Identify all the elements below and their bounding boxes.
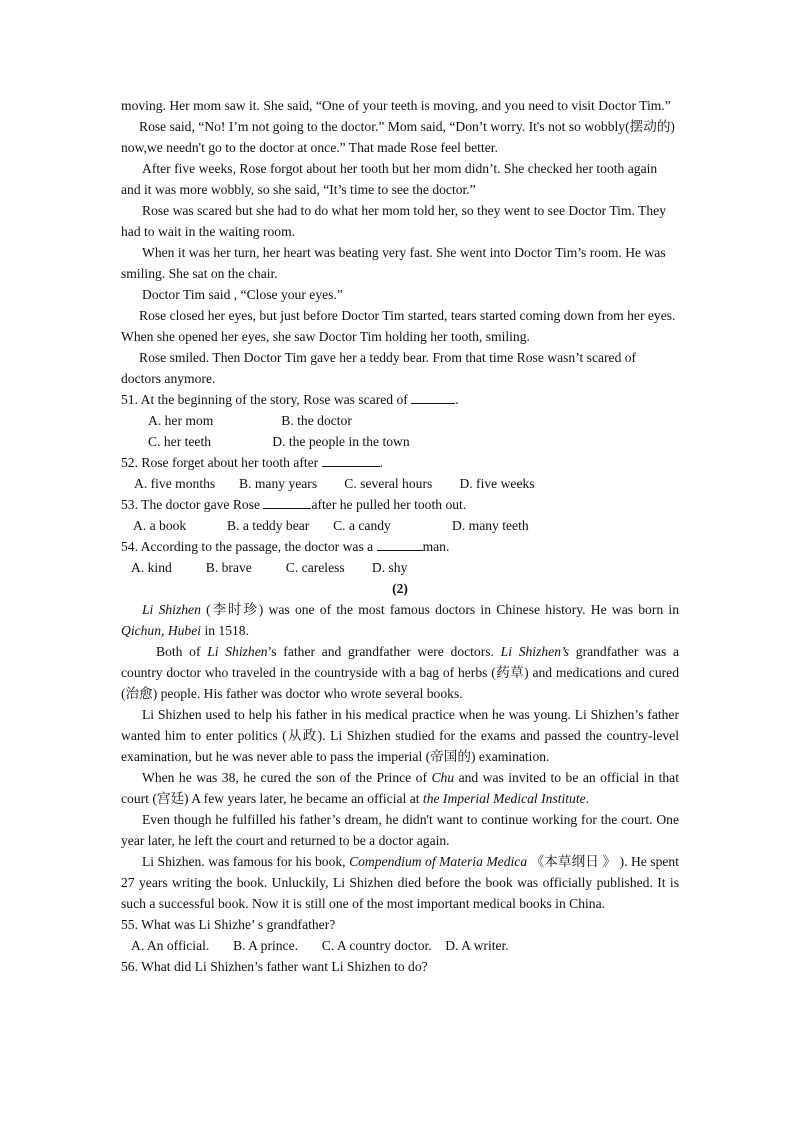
answer-blank <box>322 453 380 467</box>
passage2-paragraph <box>121 641 679 704</box>
passage1-paragraph: moving. Her mom saw it. She said, “One of your teeth is moving, and you need to visit Doctor Tim.” <box>121 98 671 113</box>
passage2-paragraph <box>121 851 679 914</box>
question-51 <box>121 389 679 410</box>
question-stem-end: man. <box>422 539 450 554</box>
passage1-paragraph: After five weeks, Rose forgot about her tooth but her mom didn’t. She checked her tooth again and it was more wobbly, so she said, “It’s time to see the doctor.” <box>121 161 658 197</box>
section-heading: (2) <box>392 581 408 596</box>
question-stem: 51. At the beginning of the story, Rose was scared of <box>121 392 412 407</box>
question-56: 56. What did Li Shizhen’s father want Li Shizhen to do? <box>121 959 428 974</box>
text-run: in 1518. <box>201 623 250 638</box>
question-options: A. kind B. brave C. careless D. shy <box>131 560 408 575</box>
place-name: Chu <box>431 770 455 785</box>
text-run: Li Shizhen. was famous for his book, <box>142 854 350 869</box>
passage2-paragraph <box>121 599 679 641</box>
text-run: and was invited to be an official in that court (宫廷) A few years later, he became an official at <box>121 770 679 806</box>
passage1-paragraph: When it was her turn, her heart was beating very fast. She went into Doctor Tim’s room. He was smiling. She sat on the chair. <box>121 245 666 281</box>
question-55: 55. What was Li Shizhe’ s grandfather? <box>121 917 336 932</box>
question-stem: 54. According to the passage, the doctor was a <box>121 539 377 554</box>
passage1-paragraph: Rose said, “No! I’m not going to the doctor.” Mom said, “Don’t worry. It's not so wobbly(摆动的) now,we needn't go to the doctor at once.” That made Rose feel better. <box>121 119 675 155</box>
answer-blank <box>377 537 423 551</box>
document-page <box>121 95 679 977</box>
passage1-paragraph: Rose smiled. Then Doctor Tim gave her a teddy bear. From that time Rose wasn’t scared of doctors anymore. <box>121 350 637 386</box>
person-name: Li Shizhen <box>142 602 201 617</box>
passage1-paragraph: Doctor Tim said , “Close your eyes.” <box>142 287 343 302</box>
question-options: A. five months B. many years C. several hours D. five weeks <box>134 476 535 491</box>
person-name: Li Shizhen <box>207 644 268 659</box>
text-run: grandfather was a country doctor who traveled in the countryside with a bag of herbs (药草) and medications and cured (治愈) people. His father was doctor who wrote several books. <box>121 644 680 701</box>
question-options: C. her teeth D. the people in the town <box>148 434 410 449</box>
passage1-paragraph: Rose closed her eyes, but just before Doctor Tim started, tears started coming down from her eyes. When she opened her eyes, she saw Doctor Tim holding her tooth, smiling. <box>121 308 676 344</box>
question-stem: 53. The doctor gave Rose <box>121 497 264 512</box>
institute-name: the Imperial Medical Institute <box>422 791 586 806</box>
text-run: (李时珍) was one of the most famous doctors in Chinese history. He was born in <box>200 602 679 617</box>
question-53 <box>121 494 679 515</box>
text-run: . <box>585 791 590 806</box>
question-stem-end: after he pulled her tooth out. <box>311 497 467 512</box>
question-options: A. a book B. a teddy bear C. a candy D. many teeth <box>133 518 529 533</box>
person-name: Li Shizhen’s <box>500 644 570 659</box>
question-54 <box>121 536 679 557</box>
text-run: When he was 38, he cured the son of the Prince of <box>142 770 432 785</box>
question-stem-end: . <box>455 392 459 407</box>
passage1-paragraph: Rose was scared but she had to do what her mom told her, so they went to see Doctor Tim. They had to wait in the waiting room. <box>121 203 666 239</box>
passage2-paragraph: Even though he fulfilled his father’s dream, he didn't want to continue working for the court. One year later, he left the court and returned to be a doctor again. <box>121 812 679 848</box>
book-title: Compendium of Materia Medica <box>349 854 528 869</box>
text-run: ’s father and grandfather were doctors. <box>267 644 501 659</box>
answer-blank <box>263 495 311 509</box>
question-options: A. her mom B. the doctor <box>148 413 352 428</box>
text-run: Both of <box>156 644 208 659</box>
answer-blank <box>411 390 455 404</box>
passage2-paragraph: Li Shizhen used to help his father in his medical practice when he was young. Li Shizhen’s father wanted him to enter politics (从政). Li Shizhen studied for the exams and passed the country-level examination, but he was never able to pass the imperial (帝国的) examination. <box>121 707 679 764</box>
place-name: Qichun, Hubei <box>121 623 202 638</box>
question-stem-end: . <box>379 455 383 470</box>
passage2-paragraph <box>121 767 679 809</box>
text-run: 《本草纲日 》 ). He spent 27 years writing the book. Unluckily, Li Shizhen died before the book was officially published. It is such a successful book. Now it is still one of the most important medical books in China. <box>121 854 679 911</box>
question-52 <box>121 452 679 473</box>
question-stem: 52. Rose forget about her tooth after <box>121 455 322 470</box>
question-options: A. An official. B. A prince. C. A country doctor. D. A writer. <box>131 938 509 953</box>
